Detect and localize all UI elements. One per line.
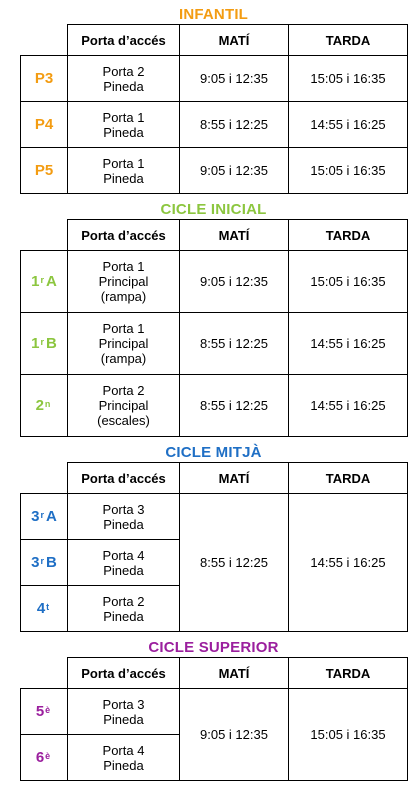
level-cell [21, 251, 68, 313]
table-row [21, 313, 408, 375]
table-header-row [21, 220, 408, 251]
afternoon-cell: 14:55 i 16:25 [289, 313, 408, 375]
section-cicle-mitja [20, 444, 407, 632]
morning-cell: 9:05 i 12:35 [180, 251, 289, 313]
door-cell [68, 735, 180, 781]
door-line: Pineda [103, 562, 144, 578]
table-header-row [21, 658, 408, 689]
level-number: 5 [35, 703, 45, 720]
afternoon-cell: 15:05 i 16:35 [289, 56, 408, 102]
table-header-row [21, 463, 408, 494]
level-cell [21, 586, 68, 632]
morning-cell: 9:05 i 12:35 [180, 56, 289, 102]
level-cell [21, 689, 68, 735]
section-title-cicle-inicial: CICLE INICIAL [160, 201, 267, 218]
level-number: 1 [31, 335, 40, 352]
table-row [21, 375, 408, 437]
section-infantil [20, 6, 407, 194]
level-ordinal: è [45, 705, 51, 715]
level-cell: P4 [21, 102, 68, 148]
level-cell: P5 [21, 148, 68, 194]
door-line: Pineda [103, 608, 144, 624]
level-cell [21, 540, 68, 586]
level-cell [21, 735, 68, 781]
section-cicle-inicial [20, 201, 407, 437]
door-line: Porta 3 [102, 501, 145, 517]
header-door: Porta d’accés [68, 658, 180, 689]
table-row [21, 251, 408, 313]
section-cicle-superior [20, 639, 407, 781]
level-ordinal: è [45, 751, 51, 761]
door-cell [68, 375, 180, 437]
door-cell [68, 540, 180, 586]
level-cell [21, 313, 68, 375]
door-line: Porta 2 [102, 593, 145, 609]
morning-cell: 8:55 i 12:25 [180, 313, 289, 375]
morning-cell: 8:55 i 12:25 [180, 375, 289, 437]
door-cell [68, 56, 180, 102]
door-cell [68, 586, 180, 632]
door-cell [68, 102, 180, 148]
header-blank [21, 658, 68, 689]
door-line: Principal [98, 274, 149, 289]
morning-cell: 9:05 i 12:35 [180, 148, 289, 194]
morning-cell: 8:55 i 12:25 [180, 102, 289, 148]
afternoon-cell: 15:05 i 16:35 [289, 689, 408, 781]
header-door: Porta d’accés [68, 25, 180, 56]
level-group: A [46, 508, 57, 525]
header-door: Porta d’accés [68, 220, 180, 251]
header-morning: MATÍ [180, 220, 289, 251]
level-number: 2 [35, 397, 44, 414]
table-header-row [21, 25, 408, 56]
level-cell [21, 375, 68, 437]
level-number: 4 [36, 600, 46, 617]
schedule-table-infantil [20, 24, 408, 194]
door-line: (escales) [97, 413, 150, 428]
schedule-table-cicle-superior [20, 657, 408, 781]
header-blank [21, 25, 68, 56]
door-cell [68, 313, 180, 375]
door-line: (rampa) [100, 289, 147, 304]
door-line: Pineda [103, 711, 144, 727]
door-line: Porta 2 [102, 63, 145, 79]
door-line: Pineda [103, 170, 144, 186]
table-row [21, 494, 408, 540]
level-ordinal: r [40, 510, 44, 520]
door-cell [68, 689, 180, 735]
header-afternoon: TARDA [289, 463, 408, 494]
schedule-table-cicle-mitja [20, 462, 408, 632]
level-ordinal: r [40, 275, 44, 285]
door-line: Porta 1 [102, 155, 145, 171]
level-ordinal: r [40, 337, 44, 347]
level-number: 3 [31, 554, 40, 571]
header-morning: MATÍ [180, 25, 289, 56]
door-line: Porta 4 [102, 742, 145, 758]
door-line: Porta 1 [102, 109, 145, 125]
afternoon-cell: 14:55 i 16:25 [289, 494, 408, 632]
header-door: Porta d’accés [68, 463, 180, 494]
level-cell: P3 [21, 56, 68, 102]
door-line: Porta 4 [102, 547, 145, 563]
door-cell [68, 494, 180, 540]
door-line: Porta 2 [102, 383, 145, 398]
header-afternoon: TARDA [289, 25, 408, 56]
table-row [21, 56, 408, 102]
section-title-cicle-mitja: CICLE MITJÀ [165, 444, 262, 461]
door-line: Pineda [103, 78, 144, 94]
level-group: B [46, 335, 57, 352]
level-number: 1 [31, 273, 40, 290]
table-row [21, 689, 408, 735]
level-ordinal: n [44, 399, 51, 409]
level-cell [21, 494, 68, 540]
table-row [21, 102, 408, 148]
header-blank [21, 463, 68, 494]
header-afternoon: TARDA [289, 658, 408, 689]
morning-cell: 9:05 i 12:35 [180, 689, 289, 781]
door-line: Principal [98, 336, 149, 351]
door-cell [68, 148, 180, 194]
level-group: B [46, 554, 57, 571]
door-line: Porta 1 [102, 259, 145, 274]
level-ordinal: t [46, 602, 50, 612]
schedule-table-cicle-inicial [20, 219, 408, 437]
door-line: Principal [98, 398, 149, 413]
door-line: Porta 3 [102, 696, 145, 712]
header-afternoon: TARDA [289, 220, 408, 251]
header-morning: MATÍ [180, 658, 289, 689]
door-cell [68, 251, 180, 313]
door-line: Pineda [103, 757, 144, 773]
afternoon-cell: 14:55 i 16:25 [289, 102, 408, 148]
header-blank [21, 220, 68, 251]
level-group: A [46, 273, 57, 290]
afternoon-cell: 14:55 i 16:25 [289, 375, 408, 437]
door-line: (rampa) [100, 351, 147, 366]
afternoon-cell: 15:05 i 16:35 [289, 251, 408, 313]
section-title-infantil: INFANTIL [178, 6, 249, 23]
header-morning: MATÍ [180, 463, 289, 494]
level-number: 6 [35, 749, 45, 766]
morning-cell: 8:55 i 12:25 [180, 494, 289, 632]
level-number: 3 [31, 508, 40, 525]
level-ordinal: r [40, 556, 44, 566]
afternoon-cell: 15:05 i 16:35 [289, 148, 408, 194]
door-line: Pineda [103, 124, 144, 140]
door-line: Pineda [103, 516, 144, 532]
table-row [21, 148, 408, 194]
door-line: Porta 1 [102, 321, 145, 336]
section-title-cicle-superior: CICLE SUPERIOR [148, 639, 279, 656]
